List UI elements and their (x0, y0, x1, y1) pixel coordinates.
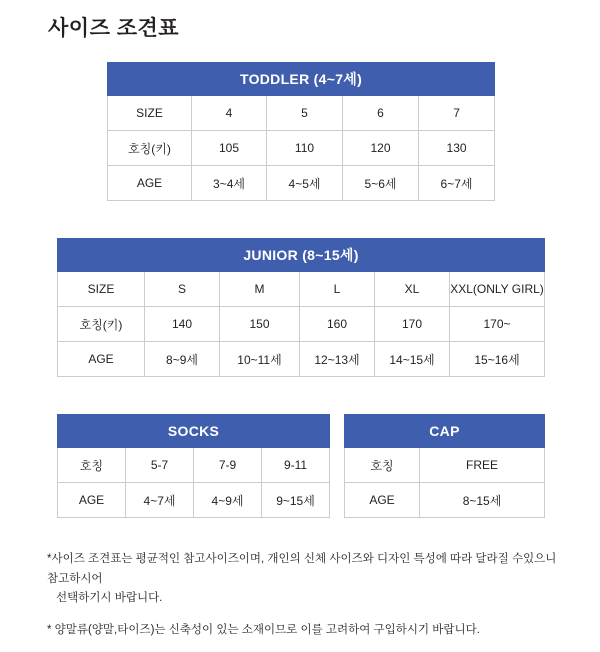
table-cell: 4~9세 (194, 483, 262, 518)
row-label: 호칭(키) (58, 307, 145, 342)
table-cell: 5 (267, 96, 343, 131)
table-cell: 10~11세 (220, 342, 300, 377)
table-cell: 4~7세 (126, 483, 194, 518)
table-row (58, 342, 545, 377)
table-cell: XL (375, 272, 450, 307)
table-cell: 160 (300, 307, 375, 342)
table-header-row (58, 415, 330, 448)
table-cell: 110 (267, 131, 343, 166)
table-row (345, 448, 545, 483)
page-title: 사이즈 조견표 (48, 17, 180, 40)
table-cell: 4 (192, 96, 267, 131)
table-cell: 9~15세 (262, 483, 330, 518)
row-label: AGE (345, 483, 420, 518)
table-cell: 7-9 (194, 448, 262, 483)
table-row (58, 483, 330, 518)
table-cell: 150 (220, 307, 300, 342)
table-cell: S (145, 272, 220, 307)
cap-size-table (344, 414, 545, 518)
socks-size-table (57, 414, 330, 518)
table-row (58, 272, 545, 307)
table-cell: 120 (343, 131, 419, 166)
row-label: AGE (58, 483, 126, 518)
table-cell: L (300, 272, 375, 307)
row-label: SIZE (108, 96, 192, 131)
toddler-table-title: TODDLER (4~7세) (108, 63, 495, 96)
table-row (108, 96, 495, 131)
footnote-2: * 양말류(양말,타이즈)는 신축성이 있는 소재이므로 이를 고려하여 구입하시기 바랍니다. (47, 623, 480, 636)
table-header-row (108, 63, 495, 96)
table-cell: 6~7세 (419, 166, 495, 201)
table-cell: 130 (419, 131, 495, 166)
table-cell: 3~4세 (192, 166, 267, 201)
table-cell: 15~16세 (450, 342, 545, 377)
row-label: 호칭 (58, 448, 126, 483)
table-cell: 4~5세 (267, 166, 343, 201)
row-label: AGE (108, 166, 192, 201)
table-cell: 14~15세 (375, 342, 450, 377)
table-cell: 7 (419, 96, 495, 131)
table-row (58, 307, 545, 342)
footnote-1-line-2: 선택하기시 바랍니다. (56, 592, 163, 605)
row-label: AGE (58, 342, 145, 377)
table-cell: FREE (420, 448, 545, 483)
table-cell: 12~13세 (300, 342, 375, 377)
cap-table-title: CAP (345, 415, 545, 448)
junior-size-table (57, 238, 545, 377)
table-cell: XXL(ONLY GIRL) (450, 272, 545, 307)
table-cell: 105 (192, 131, 267, 166)
footnote-1-line-1: *사이즈 조견표는 평균적인 참고사이즈이며, 개인의 신체 사이즈와 디자인 특성에 따라 달라질 수있으니 참고하시어 (47, 553, 557, 585)
toddler-size-table (107, 62, 495, 201)
row-label: 호칭 (345, 448, 420, 483)
table-cell: 170~ (450, 307, 545, 342)
footnote-1 (47, 550, 557, 609)
table-cell: 5~6세 (343, 166, 419, 201)
table-row (108, 131, 495, 166)
table-cell: 170 (375, 307, 450, 342)
table-cell: M (220, 272, 300, 307)
table-row (108, 166, 495, 201)
row-label: SIZE (58, 272, 145, 307)
table-cell: 5-7 (126, 448, 194, 483)
junior-table-title: JUNIOR (8~15세) (58, 239, 545, 272)
table-cell: 9-11 (262, 448, 330, 483)
table-cell: 8~15세 (420, 483, 545, 518)
table-row (345, 483, 545, 518)
table-cell: 6 (343, 96, 419, 131)
table-header-row (345, 415, 545, 448)
table-cell: 8~9세 (145, 342, 220, 377)
row-label: 호칭(키) (108, 131, 192, 166)
footnotes (47, 550, 557, 652)
table-cell: 140 (145, 307, 220, 342)
socks-table-title: SOCKS (58, 415, 330, 448)
table-header-row (58, 239, 545, 272)
table-row (58, 448, 330, 483)
